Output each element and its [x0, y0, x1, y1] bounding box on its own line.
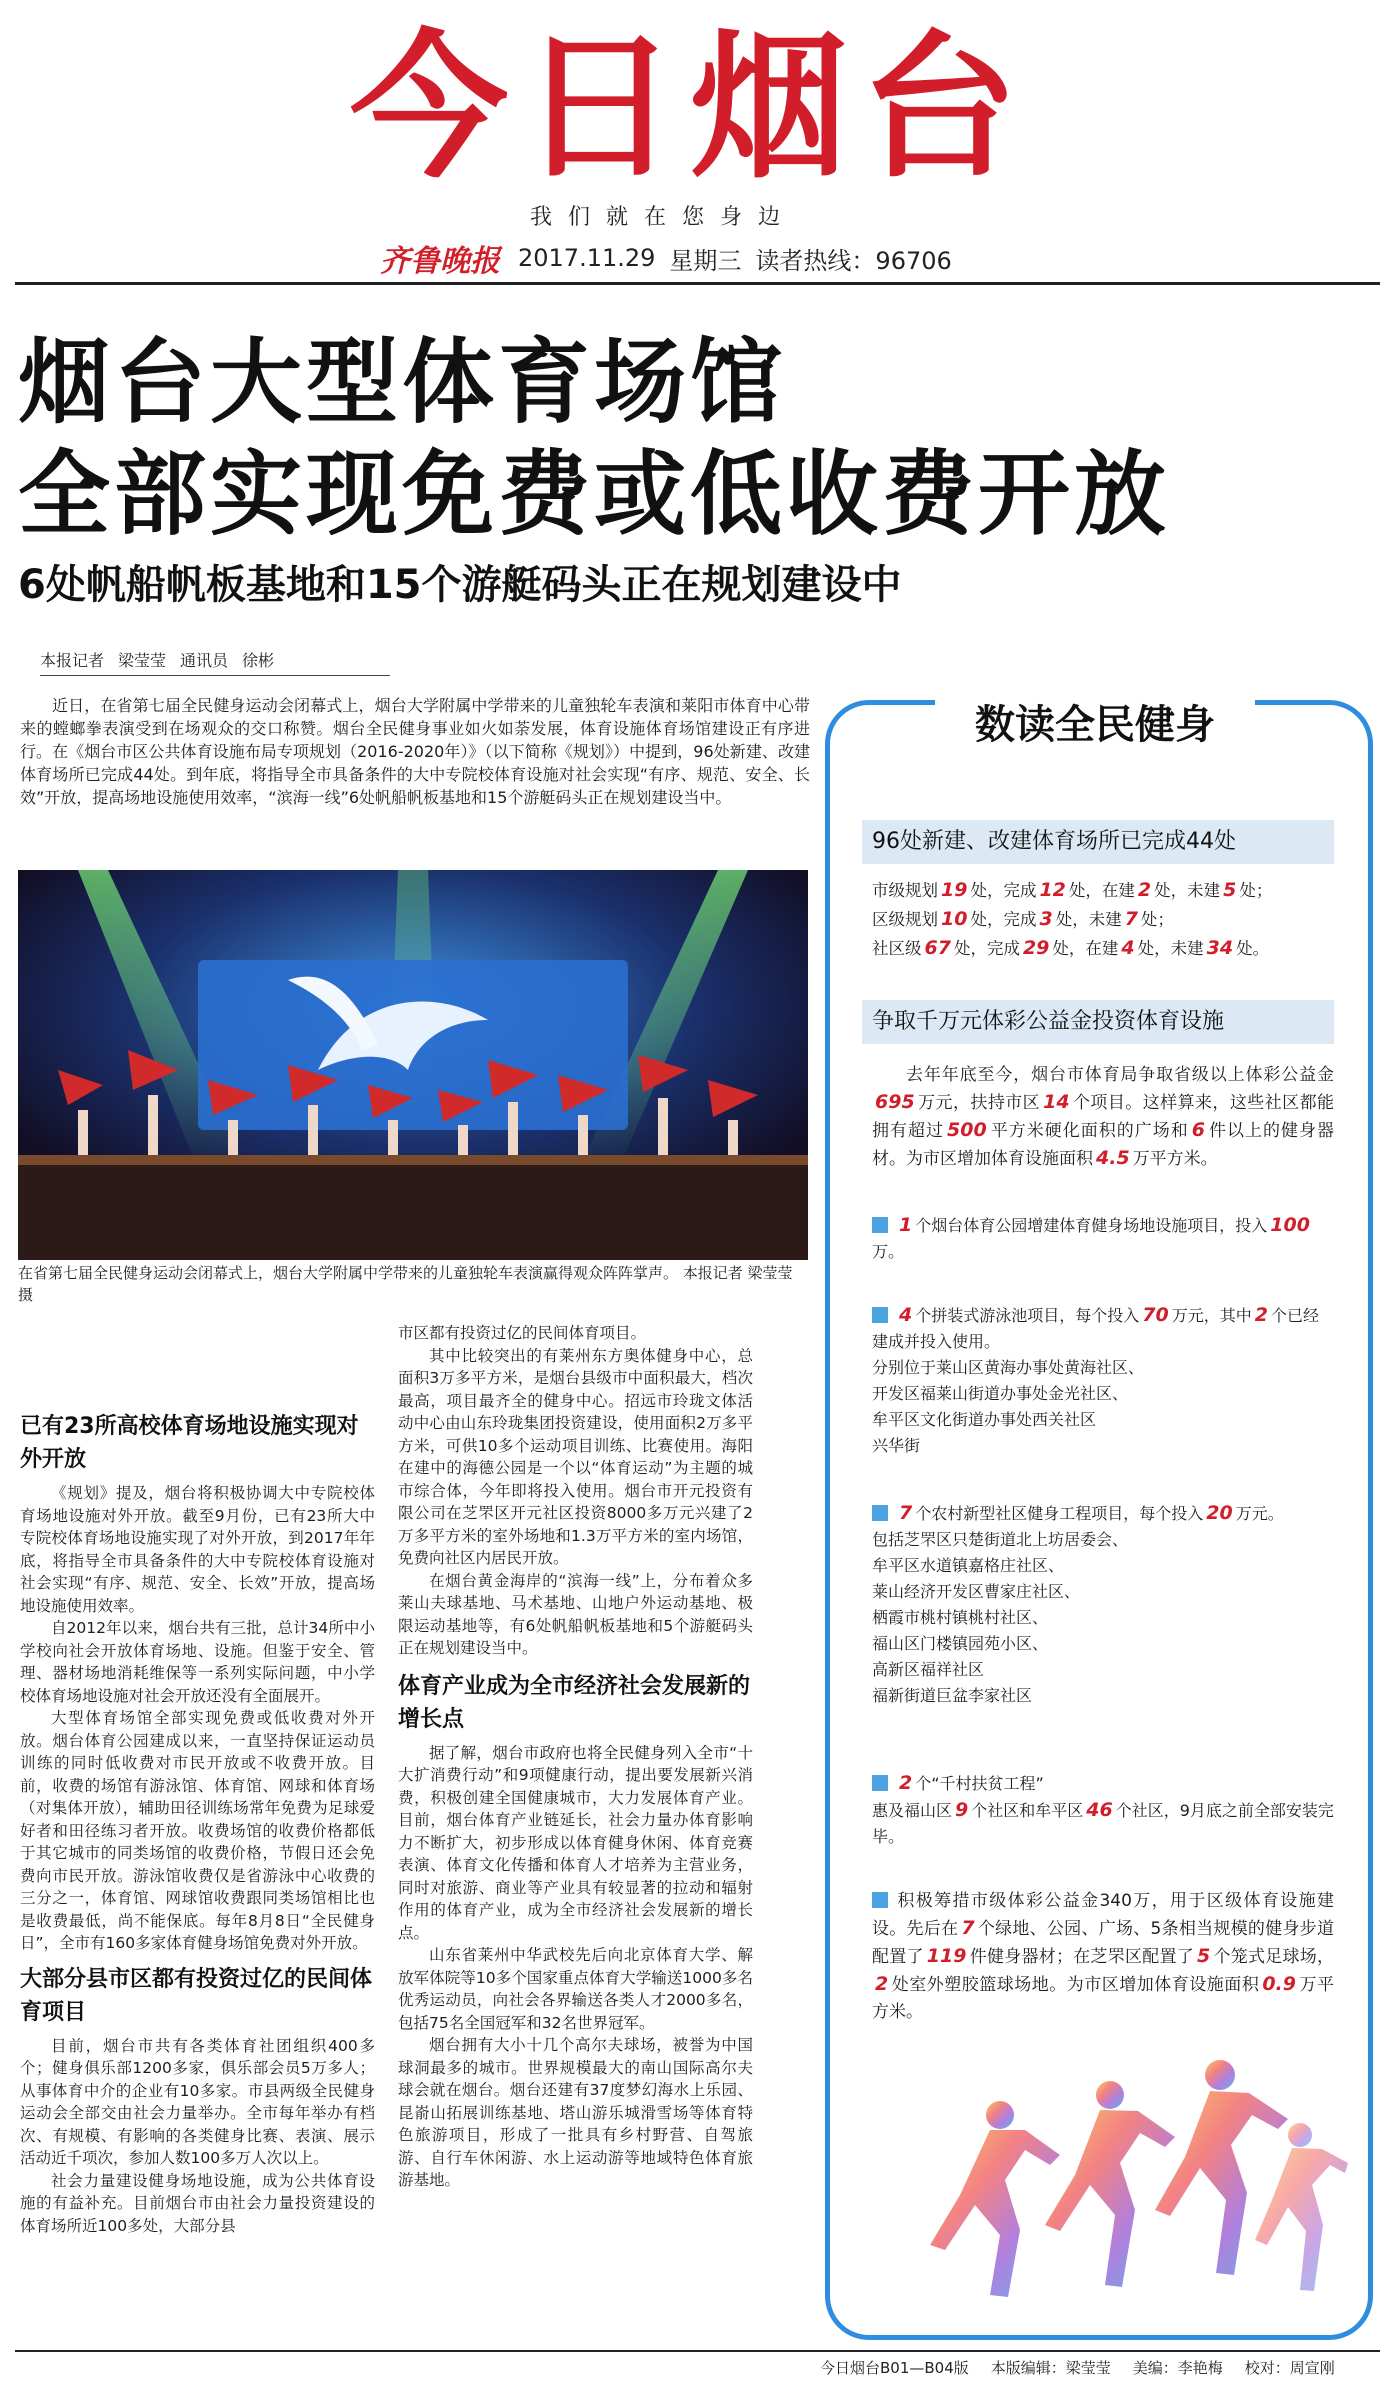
location-line: 牟平区水道镇嘉格庄社区、 — [872, 1556, 1065, 1575]
reporter-label: 本报记者 — [40, 651, 105, 670]
reporter-name: 梁莹莹 — [118, 651, 167, 670]
headline-subhead: 6处帆船帆板基地和15个游艇码头正在规划建设中 — [18, 562, 902, 608]
stats-bar-lottery: 争取千万元体彩公益金投资体育设施 — [862, 1000, 1334, 1044]
location-line: 分别位于莱山区黄海办事处黄海社区、 — [872, 1358, 1145, 1377]
stage-illustration — [18, 870, 808, 1260]
bullet-square-icon — [872, 1307, 888, 1323]
paragraph: 山东省莱州中华武校先后向北京体育大学、解放军体院等10多个国家重点体育大学输送1000多名优秀运动员，向社会各界输送各类人才2000多名，包括75名全国冠军和32名世界冠军。 — [398, 1946, 753, 2032]
byline — [40, 648, 274, 671]
reader-hotline: 读者热线：96706 — [755, 246, 952, 275]
runners-illustration — [860, 2005, 1350, 2325]
paragraph: 《规划》提及，烟台将积极协调大中专院校体育场地设施对外开放。截至9月份，已有23所大中专院校体育场地设施实现了对外开放，到2017年年底，将指导全市具备条件的大中专院校体育设施对社会实现“有序、规范、安全、长效”开放，提高场地设施使用效率。 — [20, 1484, 375, 1615]
masthead-slogan: 我们就在您身边 — [530, 205, 797, 230]
location-line: 开发区福莱山街道办事处金光社区、 — [872, 1384, 1129, 1403]
correspondent-name: 徐彬 — [242, 651, 275, 670]
location-line: 牟平区文化街道办事处西关社区 — [872, 1410, 1097, 1429]
stats-bar-venues: 96处新建、改建体育场所已完成44处 — [862, 820, 1334, 864]
paper-name: 齐鲁晚报 — [380, 244, 500, 279]
issue-date: 2017.11.29 — [518, 244, 656, 272]
masthead-info — [380, 236, 966, 280]
correspondent-label: 通讯员 — [180, 651, 229, 670]
section-title-colleges: 已有23所高校体育场地设施实现对外开放 — [20, 1414, 359, 1472]
venue-stats — [872, 876, 1342, 963]
paragraph: 烟台拥有大小十几个高尔夫球场，被誉为中国球洞最多的城市。世界规模最大的南山国际高尔夫球会就在烟台。烟台还建有37度梦幻海水上乐园、昆嵛山拓展训练基地、塔山游乐城滑雪场等体育特色旅游项目，形成了一批具有乡村野营、自驾旅游、自行车休闲游、水上运动游等地域特色体育旅游基地。 — [398, 2036, 753, 2189]
paragraph: 自2012年以来，烟台共有三批，总计34所中小学校向社会开放体育场地、设施。但鉴于安全、管理、器材场地消耗维保等一系列实际问题，中小学校体育场地设施对社会开放还没有全面展开。 — [20, 1619, 375, 1705]
paragraph: 其中比较突出的有莱州东方奥体健身中心，总面积3万多平方米，是烟台县级市中面积最大，档次最高，项目最齐全的健身中心。招远市玲珑文体活动中心由山东玲珑集团投资建设，使用面积2万多平方米，可供10多个运动项目训练、比赛使用。海阳在建中的海德公园是一个以“体育运动”为主题的城市综合体，今年即将投入使用。烟台市开元投资有限公司在芝罘区开元社区投资8000多万元兴建了2万多平方米的室外场地和1.3万平方米的室内场馆，免费向社区内居民开放。 — [398, 1346, 753, 1567]
lead-paragraph — [20, 694, 810, 809]
paragraph: 据了解，烟台市政府也将全民健身列入全市“十大扩消费行动”和9项健康行动，提出要发展新兴消费，积极创建全国健康城市，大力发展体育产业。目前，烟台体育产业链延长，社会力量办体育影响力不断扩大，初步形成以体育健身休闲、体育竞赛表演、体育文化传播和体育人才培养为主营业务，同时对旅游、商业等产业具有较显著的拉动和辐射作用的体育产业，成为全市经济社会发展新的增长点。 — [398, 1743, 753, 1942]
item-sports-park: 1 个烟台体育公园增建体育健身场地设施项目，投入 100万。 — [872, 1214, 1310, 1261]
stats-panel-title: 数读全民健身 — [935, 690, 1255, 760]
bullet-square-icon — [872, 1892, 888, 1908]
stat-row-district: 区级规划 10 处，完成 3 处，未建 7 处； — [872, 908, 1174, 930]
lead-text: 近日，在省第七届全民健身运动会闭幕式上，烟台大学附属中学带来的儿童独轮车表演和莱阳市体育中心带来的螳螂拳表演受到在场观众的交口称赞。烟台全民健身事业如火如荼发展，体育设施体育场馆建设正有序进行。在《烟台市区公共体育设施布局专项规划（2016-2020年）》（以下简称《规划》）中提到，96处新建、改建体育场所已完成44处。到年底，将指导全市具备条件的大中专院校体育设施对社会实现“有序、规范、安全、长效”开放，提高场地设施使用效率，“滨海一线”6处帆船帆板基地和15个游艇码头正在规划建设当中。 — [20, 696, 810, 807]
item-rural-communities: 7 个农村新型社区健身工程项目，每个投入 20 万元。 包括芝罘区只楚街道北上坊居委会、 牟平区水道镇嘉格庄社区、 莱山经济开发区曹家庄社区、 栖霞市桃村镇桃村社区、 福山区门楼镇园苑小区、 高新区福祥社区 福新街道巨盆李家社区 — [872, 1500, 1334, 1709]
location-line: 包括芝罘区只楚街道北上坊居委会、 — [872, 1530, 1129, 1549]
bullet-square-icon — [872, 1217, 888, 1233]
location-line: 高新区福祥社区 — [872, 1660, 985, 1679]
page-footer — [820, 2357, 1335, 2378]
item-poverty-project: 2 个“千村扶贫工程” 惠及福山区 9 个社区和牟平区 46 个社区，9月底之前全部安装完毕。 — [872, 1772, 1334, 1846]
location-line: 福山区门楼镇园苑小区、 — [872, 1634, 1049, 1653]
masthead-rule — [15, 282, 1380, 285]
footer-edition: 今日烟台B01—B04版 — [820, 2359, 969, 2377]
section-title-sports-industry: 体育产业成为全市经济社会发展新的增长点 — [398, 1673, 751, 1732]
headline-line2: 全部实现免费或低收费开放 — [18, 441, 1171, 548]
paragraph: 社会力量建设健身场地设施，成为公共体育设施的有益补充。目前烟台市由社会力量投资建设的体育场所近100多处，大部分县 — [20, 2171, 375, 2235]
bullet-square-icon — [872, 1505, 888, 1521]
location-line: 福新街道巨盆李家社区 — [872, 1686, 1033, 1705]
article-column-2 — [398, 1322, 753, 2192]
masthead-title: 今日烟台 — [350, 16, 1030, 200]
article-column-1 — [20, 1410, 375, 2237]
issue-weekday: 星期三 — [669, 246, 742, 275]
item-district-funds: 积极筹措市级体彩公益金340万，用于区级体育设施建设。先后在 7 个绿地、公园、广场、5条相当规模的健身步道配置了 119 件健身器材；在芝罘区配置了 5 个笼式足球场，2 处室外塑胶篮球场地。为市区增加体育设施面积 0.9 万平方米。 — [872, 1891, 1335, 2022]
paragraph: 目前，烟台市共有各类体育社团组织400多个；健身俱乐部1200多家，俱乐部会员5万多人；从事体育中介的企业有10多家。市县两级全民健身运动会全部交由社会力量举办。全市每年举办有档次、有规模、有影响的各类健身比赛、表演、展示活动近千项次，参加人数100多万人次以上。 — [20, 2036, 375, 2167]
paragraph: 市区都有投资过亿的民间体育项目。 — [398, 1324, 647, 1342]
stat-row-community: 社区级 67 处，完成 29 处，在建 4 处，未建 34 处。 — [872, 937, 1270, 959]
location-line: 栖霞市桃村镇桃村社区、 — [872, 1608, 1049, 1627]
location-line: 兴华街 — [872, 1436, 921, 1455]
section-title-private-projects: 大部分县市区都有投资过亿的民间体育项目 — [20, 1966, 373, 2025]
headline-line1: 烟台大型体育场馆 — [18, 329, 787, 436]
photo-caption: 在省第七届全民健身运动会闭幕式上，烟台大学附属中学带来的儿童独轮车表演赢得观众阵阵掌声。 本报记者 梁莹莹 摄 — [18, 1264, 793, 1304]
paragraph: 大型体育场馆全部实现免费或低收费对外开放。烟台体育公园建成以来，一直坚持保证运动员训练的同时低收费对市民开放或不收费开放。目前，收费的场馆有游泳馆、体育馆、网球和体育场（对集体开放），辅助田径训练场常年免费为足球爱好者和田径练习者开放。收费场馆的收费价格都低于其它城市的同类场馆的收费价格，节假日还会免费向市民开放。游泳馆收费仅是省游泳中心收费的三分之一，体育馆、网球馆收费跟同类场馆相比也是收费最低，尚不能保底。每年8月8日“全民健身日”，全市有160多家体育健身场馆免费对外开放。 — [20, 1709, 375, 1952]
location-line: 莱山经济开发区曹家庄社区、 — [872, 1582, 1081, 1601]
bullet-square-icon — [872, 1775, 888, 1791]
footer-rule — [15, 2350, 1380, 2352]
lottery-paragraph: 去年年底至今，烟台市体育局争取省级以上体彩公益金695 万元，扶持市区 14 个项目。这样算来，这些社区都能拥有超过 500 平方米硬化面积的广场和 6 件以上的健身器材。为市区增加体育设施面积 4.5 万平方米。 — [872, 1065, 1335, 1169]
footer-proofreader: 校对：周宣刚 — [1244, 2359, 1335, 2377]
footer-editor: 本版编辑：梁莹莹 — [990, 2359, 1111, 2377]
event-photo — [18, 870, 808, 1260]
stat-row-city: 市级规划 19 处，完成 12 处，在建 2 处，未建 5 处； — [872, 879, 1273, 901]
footer-designer: 美编：李艳梅 — [1132, 2359, 1223, 2377]
paragraph: 在烟台黄金海岸的“滨海一线”上，分布着众多莱山夫球基地、马术基地、山地户外运动基地、极限运动基地等，有6处帆船帆板基地和5个游艇码头正在规划建设当中。 — [398, 1571, 753, 1657]
byline-rule — [40, 675, 390, 676]
item-swimming-pools: 4 个拼装式游泳池项目，每个投入 70 万元，其中 2 个已经建成并投入使用。 分别位于莱山区黄海办事处黄海社区、 开发区福莱山街道办事处金光社区、 牟平区文化街道办事处西关社区 兴华街 — [872, 1302, 1334, 1459]
